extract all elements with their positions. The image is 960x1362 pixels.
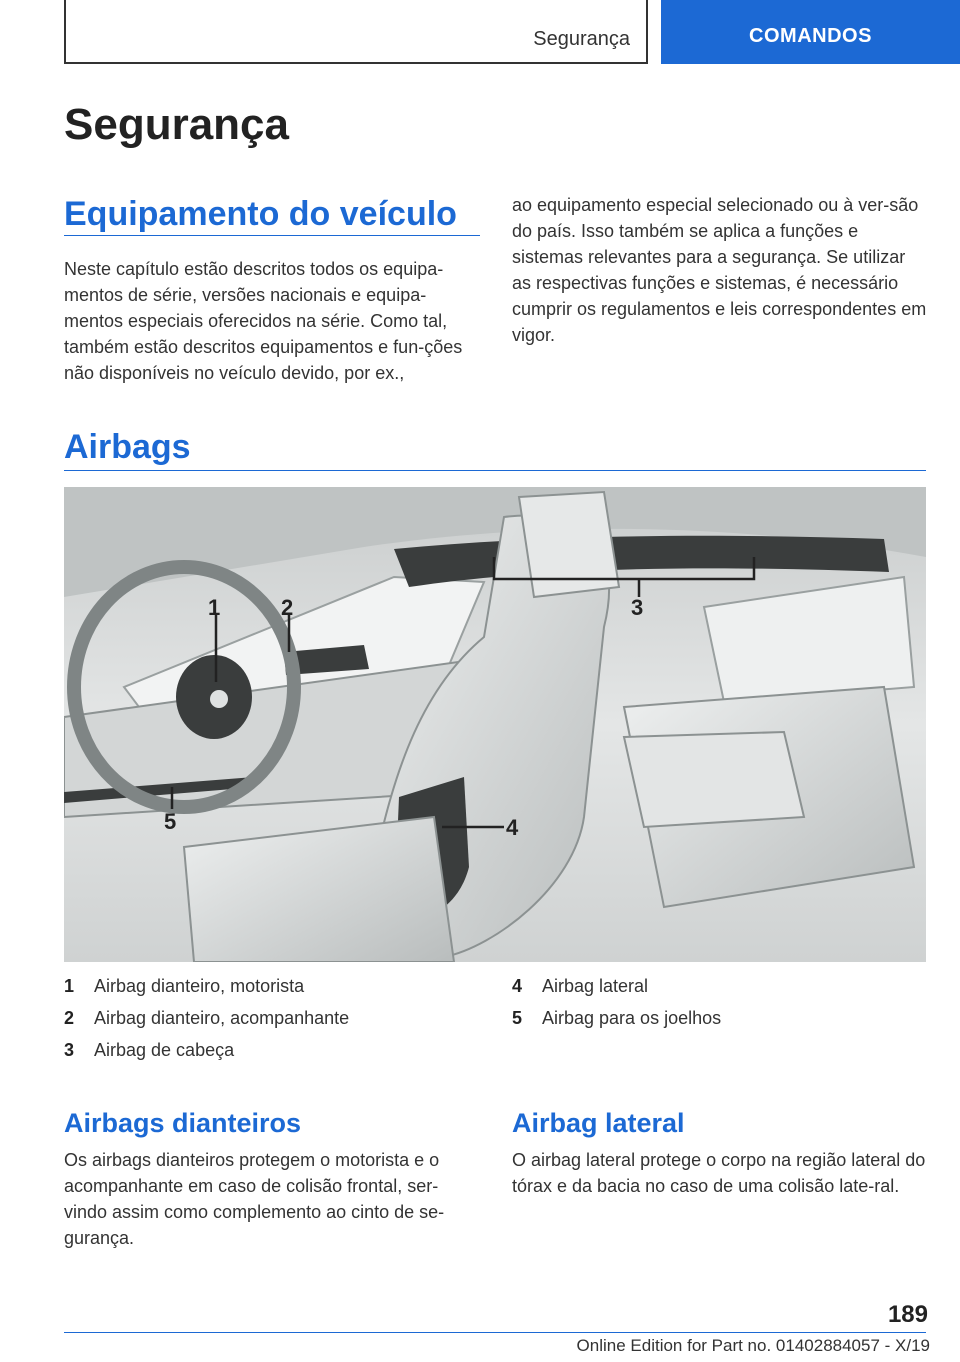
- legend-text: Airbag de cabeça: [94, 1039, 235, 1060]
- front-airbags-heading: Airbags dianteiros: [64, 1108, 302, 1138]
- front-airbags-text: Os airbags dianteiros protegem o motorista e o acompanhante em caso de colisão frontal, ser-vindo assim como complemento ao cinto de se-gurança.: [64, 1150, 445, 1248]
- legend-item: [512, 970, 928, 1002]
- legend-number: 4: [512, 975, 523, 996]
- side-airbag-heading: Airbag lateral: [512, 1108, 685, 1138]
- page-title: Segurança: [64, 100, 289, 149]
- legend-text: Airbag lateral: [542, 975, 649, 996]
- legend-item: [512, 1002, 928, 1034]
- airbag-illustration: [64, 487, 926, 962]
- header-tab-comandos[interactable]: COMANDOS: [661, 0, 960, 64]
- legend-item: [64, 1034, 480, 1066]
- legend-number: 5: [512, 1007, 523, 1028]
- header-box: [64, 0, 648, 64]
- callout-1: 1: [208, 595, 221, 620]
- equipment-rule: [64, 235, 480, 236]
- footer-rule: [64, 1332, 926, 1333]
- legend-text: Airbag dianteiro, motorista: [94, 975, 305, 996]
- legend-item: [64, 1002, 480, 1034]
- legend-left: [64, 970, 480, 1066]
- legend-text: Airbag para os joelhos: [542, 1007, 722, 1028]
- side-airbag-text: O airbag lateral protege o corpo na região lateral do tórax e da bacia no caso de uma colisão late-ral.: [512, 1150, 926, 1196]
- legend-number: 1: [64, 975, 75, 996]
- footer-edition: Online Edition for Part no. 01402884057 - X/19: [576, 1336, 930, 1355]
- car-interior-drawing: [64, 487, 926, 962]
- equipment-text-col1: Neste capítulo estão descritos todos os equipa-mentos de série, versões nacionais e equipa-mentos especiais oferecidos na série. Como tal, também estão descritos equipamentos e fun-ções não disponíveis no veículo devido, por ex.,: [64, 259, 463, 383]
- page-number: 189: [887, 1301, 928, 1328]
- legend-text: Airbag dianteiro, acompanhante: [94, 1007, 350, 1028]
- legend-item: [64, 970, 480, 1002]
- airbags-rule: [64, 470, 926, 471]
- callout-3: 3: [631, 595, 644, 620]
- callout-4: 4: [506, 815, 519, 840]
- legend-right: [512, 970, 928, 1034]
- legend-number: 2: [64, 1007, 75, 1028]
- legend-number: 3: [64, 1039, 75, 1060]
- callout-2: 2: [281, 595, 294, 620]
- equipment-text-col2: ao equipamento especial selecionado ou à ver-são do país. Isso também se aplica a funções e sistemas relevantes para a segurança. Se utilizar as respectivas funções e sistemas, é necessário cumprir os regulamentos e leis correspondentes em vigor.: [512, 195, 927, 345]
- callout-5: 5: [164, 809, 177, 834]
- header-section-label: Segurança: [533, 28, 630, 50]
- airbags-heading: Airbags: [64, 428, 191, 466]
- equipment-heading: Equipamento do veículo: [64, 195, 457, 233]
